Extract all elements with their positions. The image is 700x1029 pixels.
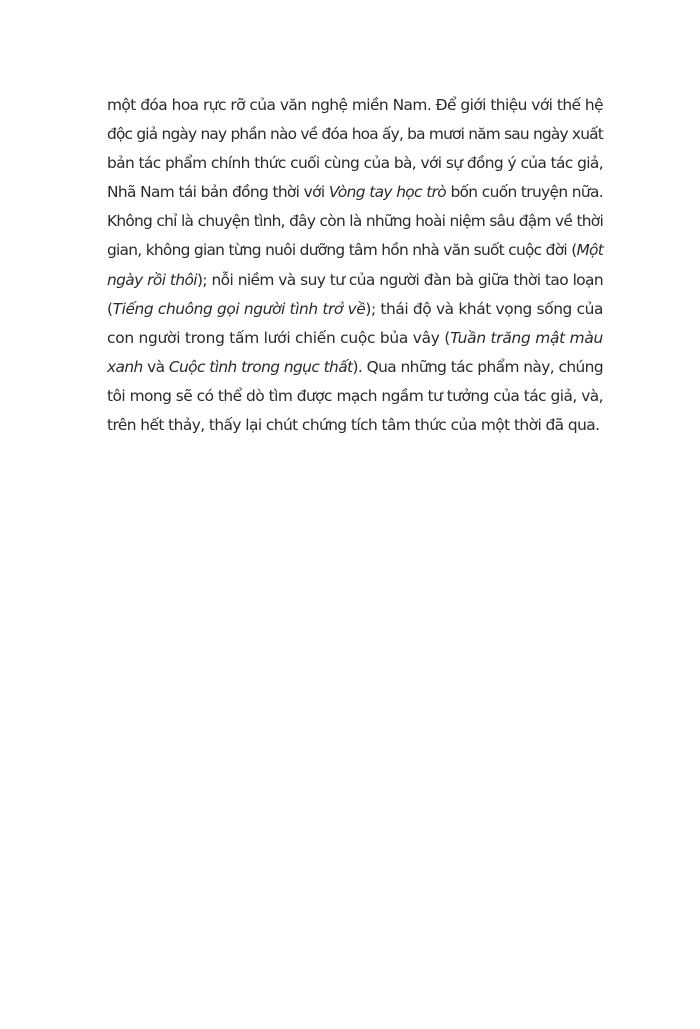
text-line — [107, 266, 603, 295]
text-line — [107, 382, 603, 411]
book-title: Tiếng chuông gọi người tình trở về — [112, 299, 366, 318]
text-run: bốn cuốn truyện nữa. — [446, 183, 603, 202]
text-line — [107, 120, 603, 149]
book-title: Tuần trăng mật màu — [450, 328, 603, 347]
text-line — [107, 324, 603, 353]
book-title: Cuộc tình trong ngục thất — [168, 357, 353, 376]
text-run: Không chỉ là chuyện tình, đây còn là những hoài niệm sâu đậm về thời — [107, 212, 603, 231]
book-title: xanh — [107, 357, 143, 376]
book-title: Một — [576, 241, 603, 260]
text-run: ). Qua những tác phẩm này, chúng — [352, 357, 603, 376]
text-line — [107, 236, 603, 265]
text-run: gian, không gian từng nuôi dưỡng tâm hồn nhà văn suốt cuộc đời ( — [107, 241, 577, 260]
text-line — [107, 178, 603, 207]
text-line — [107, 295, 603, 324]
text-run: ( — [107, 299, 113, 318]
text-run: một đóa hoa rực rỡ của văn nghệ miền Nam. Để giới thiệu với thế hệ — [107, 96, 603, 114]
text-run: và — [142, 357, 169, 376]
text-line — [107, 149, 603, 178]
text-run: ); nỗi niềm và suy tư của người đàn bà giữa thời tao loạn — [196, 270, 604, 289]
text-line — [107, 91, 603, 120]
text-line — [107, 353, 603, 382]
text-run: trên hết thảy, thấy lại chút chứng tích tâm thức của một thời đã qua. — [107, 416, 600, 435]
text-run: ); thái độ và khát vọng sống của — [365, 299, 603, 318]
text-run: bản tác phẩm chính thức cuối cùng của bà, với sự đồng ý của tác giả, — [107, 154, 603, 173]
text-run: Nhã Nam tái bản đồng thời với — [107, 183, 329, 202]
text-run: độc giả ngày nay phần nào về đóa hoa ấy, ba mươi năm sau ngày xuất — [107, 125, 603, 144]
book-title: ngày rồi thôi — [107, 270, 197, 289]
book-title: Vòng tay học trò — [328, 183, 447, 202]
text-line-last — [107, 411, 603, 440]
text-line — [107, 207, 603, 236]
text-run: tôi mong sẽ có thể dò tìm được mạch ngầm tư tưởng của tác giả, và, — [107, 386, 603, 405]
text-run: con người trong tấm lưới chiến cuộc bủa vây ( — [107, 328, 451, 347]
body-paragraph — [107, 91, 603, 440]
